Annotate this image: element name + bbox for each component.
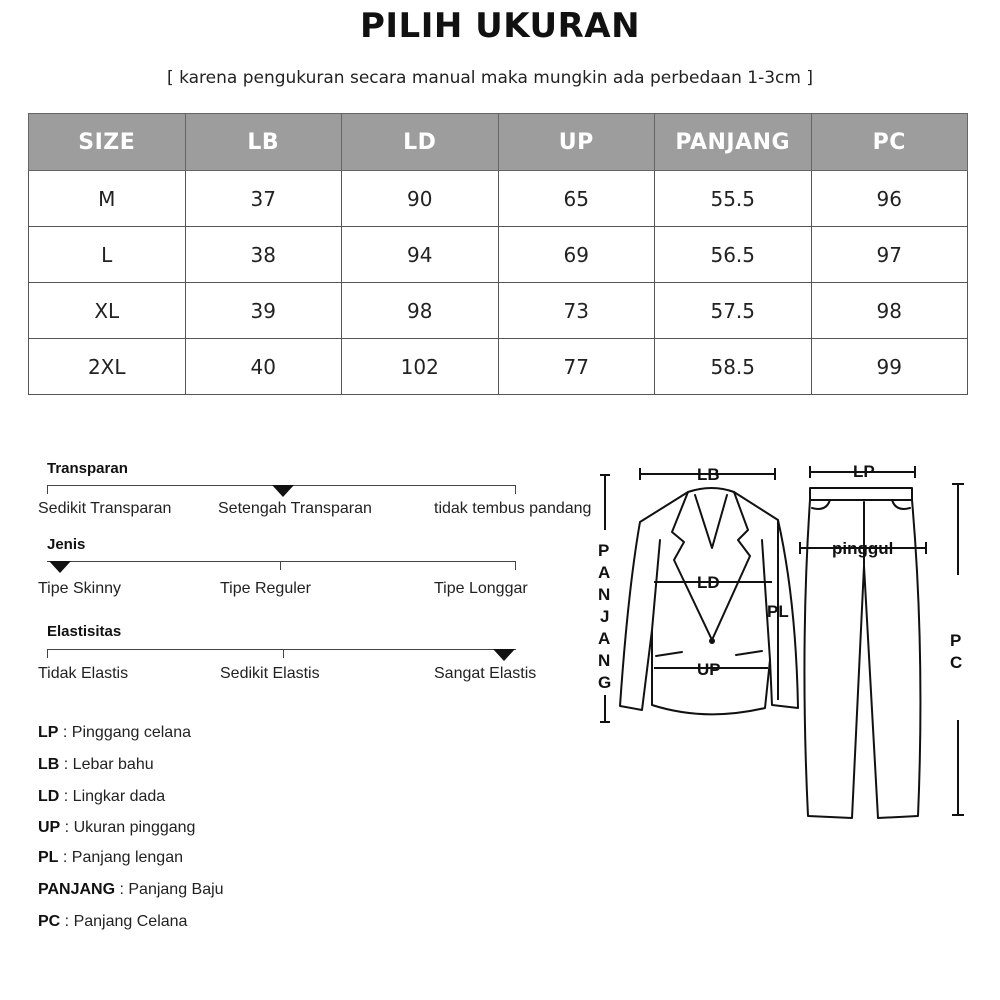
panjang-letter: A bbox=[598, 563, 611, 582]
table-cell: 65 bbox=[498, 171, 655, 227]
scale-label: Sedikit Elastis bbox=[220, 665, 320, 682]
panjang-letter: A bbox=[598, 629, 611, 648]
table-cell: 56.5 bbox=[655, 227, 812, 283]
header-size: SIZE bbox=[29, 114, 186, 171]
table-cell: 39 bbox=[185, 283, 342, 339]
scale-line bbox=[47, 561, 516, 562]
label-pinggul: pinggul bbox=[832, 539, 894, 558]
trousers-pocket-left bbox=[812, 500, 830, 509]
table-cell: 69 bbox=[498, 227, 655, 283]
legend-abbr: LP bbox=[38, 724, 59, 741]
header-ld: LD bbox=[342, 114, 499, 171]
scale-label: tidak tembus pandang bbox=[434, 500, 592, 517]
legend-item-lb bbox=[38, 756, 154, 774]
trousers-pocket-right bbox=[892, 500, 910, 509]
scale-marker bbox=[493, 649, 515, 661]
jacket-lapel-left bbox=[672, 492, 712, 640]
scale-label: Tidak Elastis bbox=[38, 665, 129, 682]
table-cell: 99 bbox=[811, 339, 968, 395]
table-row bbox=[29, 171, 968, 227]
scale-marker bbox=[49, 561, 71, 573]
table-cell: XL bbox=[29, 283, 186, 339]
table-cell: 90 bbox=[342, 171, 499, 227]
header-up: UP bbox=[498, 114, 655, 171]
table-cell: 77 bbox=[498, 339, 655, 395]
label-pl: PL bbox=[767, 602, 789, 621]
panjang-letter: G bbox=[598, 673, 612, 692]
scale-line bbox=[47, 649, 516, 650]
scale-label: Tipe Reguler bbox=[220, 580, 312, 597]
legend-desc: : Pinggang celana bbox=[58, 724, 191, 741]
table-row bbox=[29, 227, 968, 283]
table-cell: 58.5 bbox=[655, 339, 812, 395]
scale-tick bbox=[47, 485, 48, 494]
table-cell: 2XL bbox=[29, 339, 186, 395]
legend-item-lp bbox=[38, 724, 191, 742]
scale-title: Jenis bbox=[47, 536, 86, 553]
pc-letter: C bbox=[950, 653, 963, 672]
table-header-row bbox=[29, 114, 968, 171]
table-cell: 73 bbox=[498, 283, 655, 339]
legend-item-panjang bbox=[38, 881, 224, 899]
pc-letter: P bbox=[950, 631, 962, 650]
scale-label: Setengah Transparan bbox=[218, 500, 372, 517]
label-lb: LB bbox=[697, 465, 720, 484]
table-cell: 96 bbox=[811, 171, 968, 227]
legend-desc: : Panjang Celana bbox=[60, 913, 188, 930]
legend-item-pl bbox=[38, 849, 183, 867]
jacket-sleeve-left bbox=[652, 540, 660, 630]
legend-item-ld bbox=[38, 788, 165, 806]
table-cell: 98 bbox=[342, 283, 499, 339]
jacket-pocket-left bbox=[656, 652, 682, 656]
legend-desc: : Lebar bahu bbox=[59, 756, 154, 773]
table-cell: M bbox=[29, 171, 186, 227]
table-cell: L bbox=[29, 227, 186, 283]
legend-desc: : Lingkar dada bbox=[59, 788, 166, 805]
jacket-sleeve-right bbox=[762, 540, 770, 660]
scale-label: Tipe Longgar bbox=[434, 580, 528, 597]
panjang-letter: J bbox=[600, 607, 610, 626]
scale-marker bbox=[272, 485, 294, 497]
size-table bbox=[28, 113, 968, 395]
scale-label: Sangat Elastis bbox=[434, 665, 537, 682]
scale-tick bbox=[515, 485, 516, 494]
jacket-button bbox=[709, 638, 715, 644]
legend-item-up bbox=[38, 819, 195, 837]
table-cell: 98 bbox=[811, 283, 968, 339]
scale-tick bbox=[47, 649, 48, 658]
legend-abbr: LD bbox=[38, 788, 60, 805]
label-ld: LD bbox=[697, 573, 720, 592]
table-cell: 94 bbox=[342, 227, 499, 283]
legend-abbr: PC bbox=[38, 913, 61, 930]
panjang-letter: N bbox=[598, 651, 611, 670]
scale-tick bbox=[515, 561, 516, 570]
legend-abbr: PL bbox=[38, 849, 59, 866]
table-cell: 97 bbox=[811, 227, 968, 283]
scale-tick bbox=[283, 649, 284, 658]
legend-abbr: LB bbox=[38, 756, 60, 773]
legend-item-pc bbox=[38, 913, 187, 931]
page-title: PILIH UKURAN bbox=[359, 6, 641, 46]
label-pc-vertical bbox=[950, 631, 962, 672]
jacket-pocket-right bbox=[736, 651, 762, 655]
scale-title: Transparan bbox=[47, 460, 128, 477]
table-cell: 57.5 bbox=[655, 283, 812, 339]
table-row bbox=[29, 339, 968, 395]
header-panjang: PANJANG bbox=[655, 114, 812, 171]
scale-tick bbox=[280, 561, 281, 570]
legend-desc: : Ukuran pinggang bbox=[60, 819, 196, 836]
legend-desc: : Panjang Baju bbox=[115, 881, 224, 898]
table-cell: 102 bbox=[342, 339, 499, 395]
scale-label: Tipe Skinny bbox=[38, 580, 121, 597]
table-cell: 38 bbox=[185, 227, 342, 283]
legend-abbr: UP bbox=[38, 819, 61, 836]
suit-measurement-diagram bbox=[590, 455, 990, 955]
table-cell: 40 bbox=[185, 339, 342, 395]
table-cell: 37 bbox=[185, 171, 342, 227]
jacket-neck bbox=[695, 495, 727, 548]
header-lb: LB bbox=[185, 114, 342, 171]
panjang-letter: P bbox=[598, 541, 610, 560]
table-cell: 55.5 bbox=[655, 171, 812, 227]
scale-title: Elastisitas bbox=[47, 623, 122, 640]
panjang-letter: N bbox=[598, 585, 611, 604]
legend-desc: : Panjang lengan bbox=[58, 849, 183, 866]
jacket-lapel-right bbox=[712, 492, 750, 640]
label-up: UP bbox=[697, 660, 721, 679]
trousers-outline bbox=[804, 488, 920, 818]
table-row bbox=[29, 283, 968, 339]
measurement-note: [ karena pengukuran secara manual maka mungkin ada perbedaan 1-3cm ] bbox=[167, 68, 813, 88]
scale-label: Sedikit Transparan bbox=[38, 500, 172, 517]
label-panjang-vertical bbox=[598, 541, 611, 692]
legend-abbr: PANJANG bbox=[38, 881, 116, 898]
label-lp: LP bbox=[853, 462, 875, 481]
header-pc: PC bbox=[811, 114, 968, 171]
